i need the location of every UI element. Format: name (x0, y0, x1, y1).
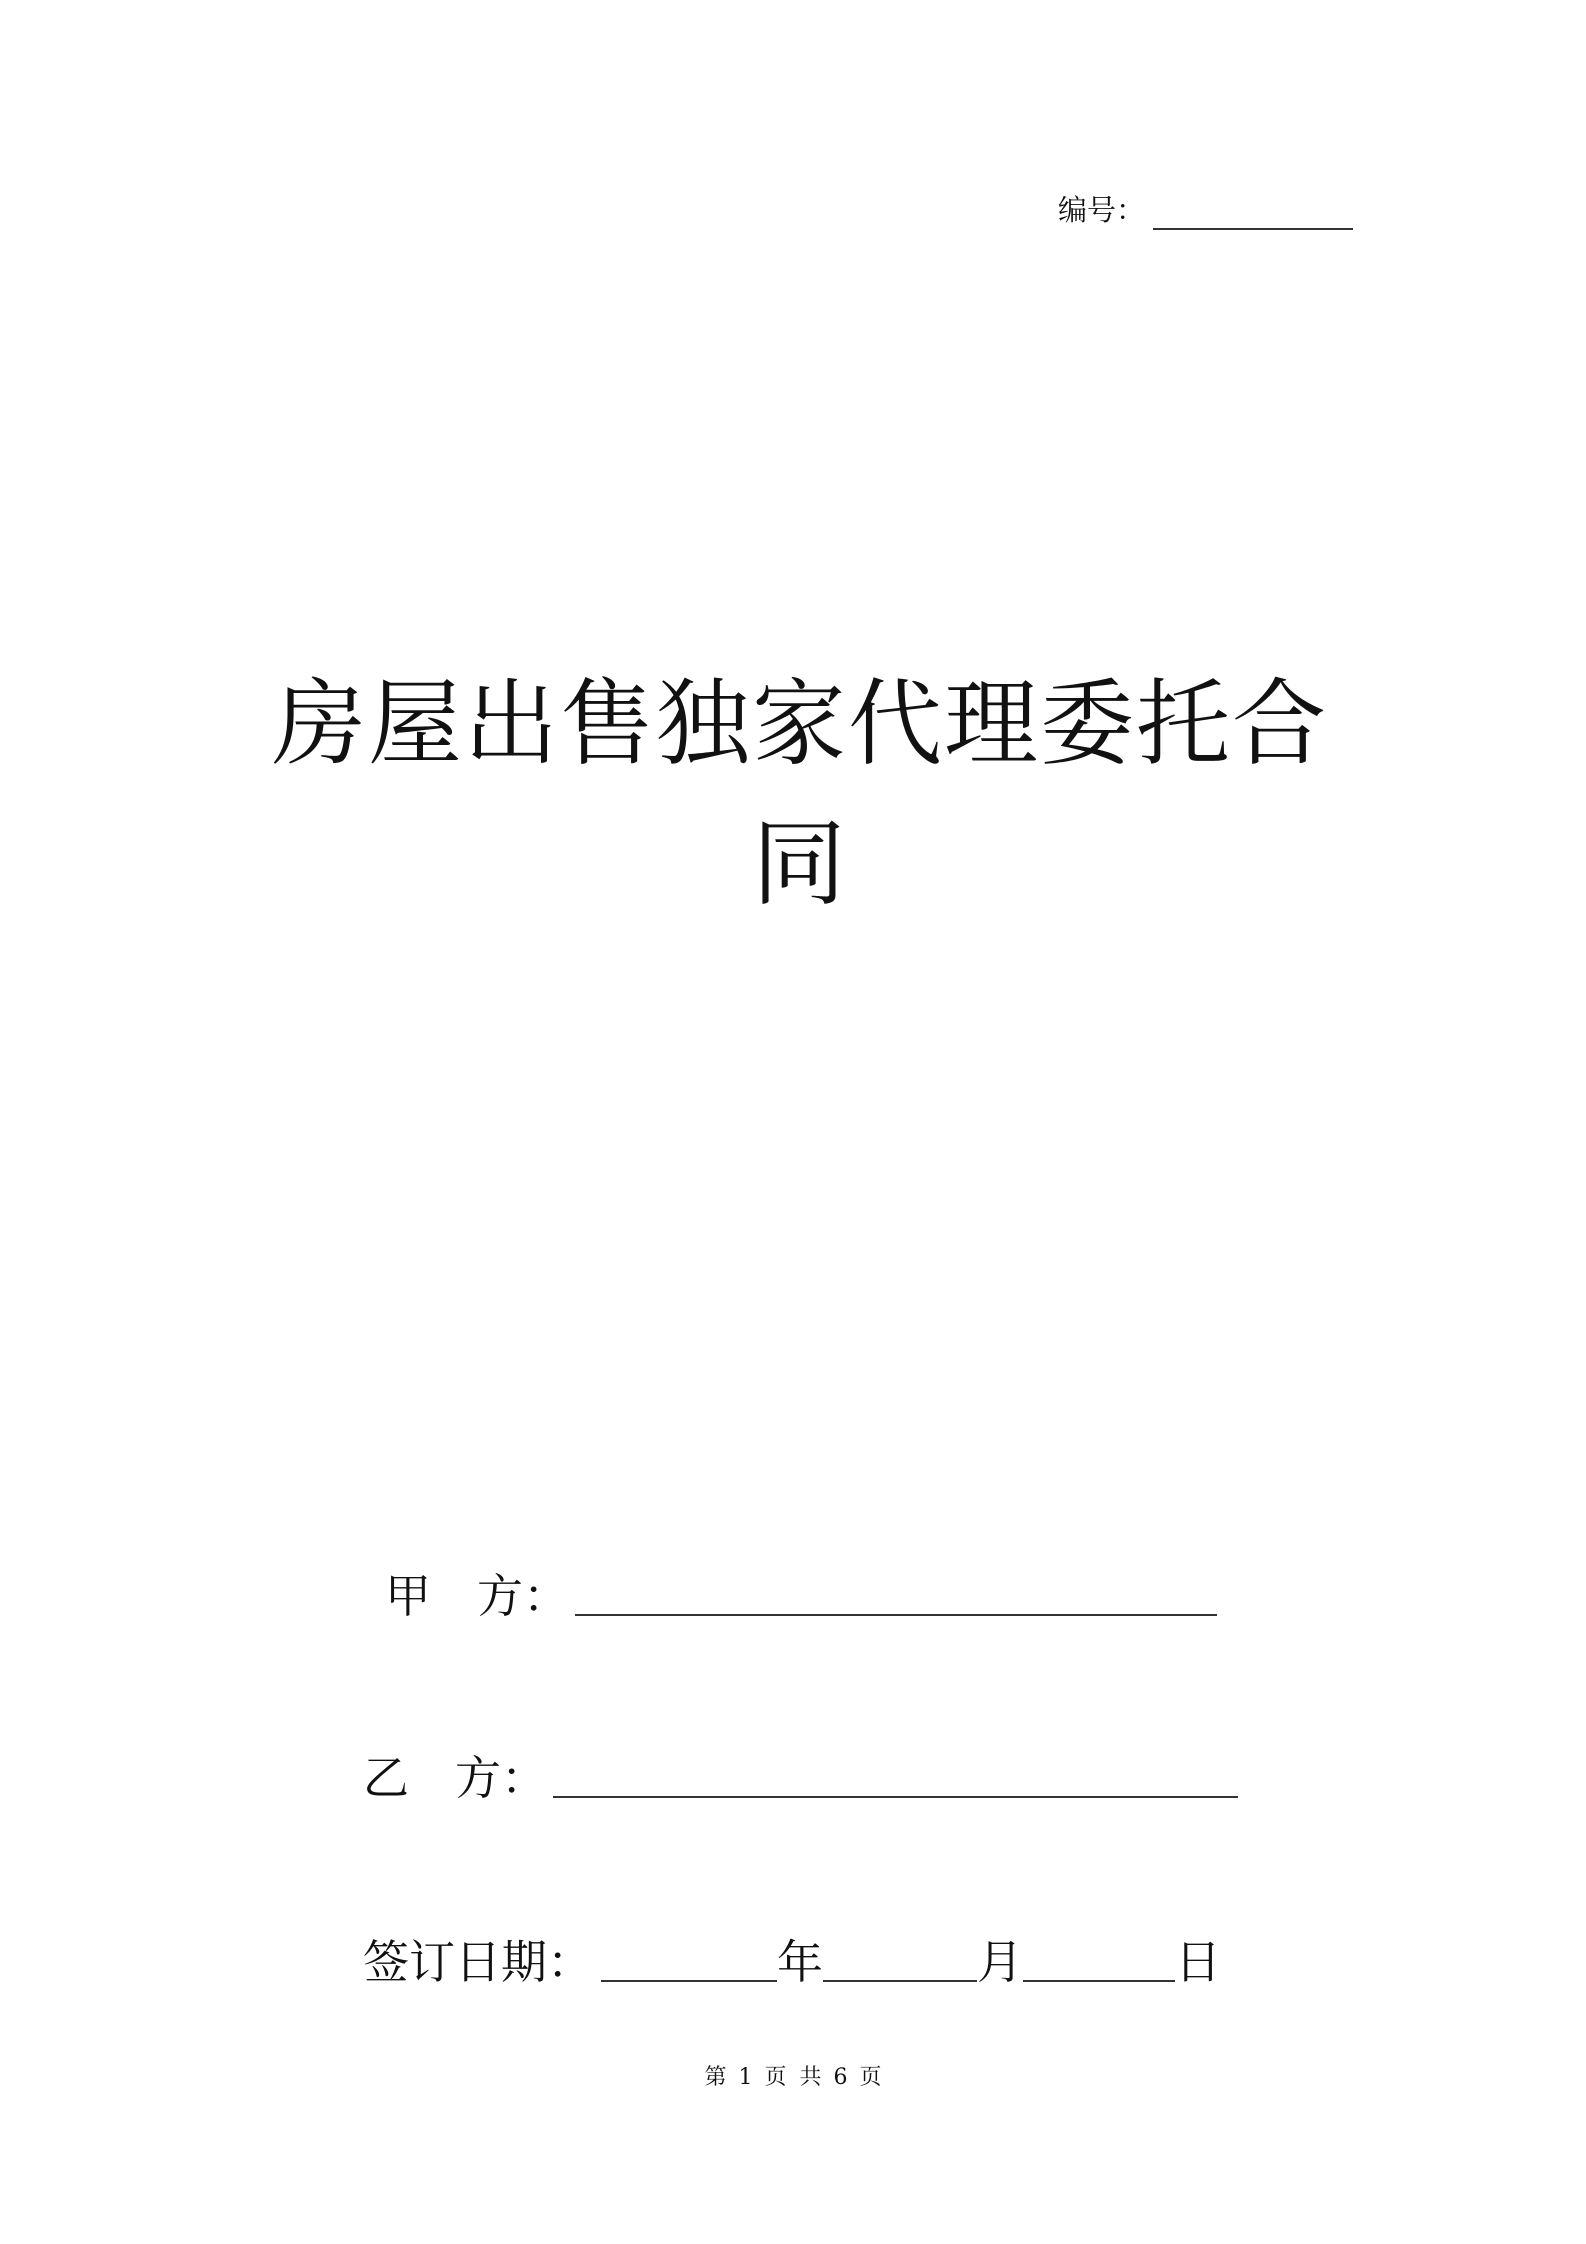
party-b-blank (553, 1752, 1238, 1798)
signing-date-line (363, 1932, 1221, 1992)
serial-number-blank (1153, 196, 1353, 230)
party-b-label: 乙 方： (363, 1751, 547, 1805)
signing-date-label: 签订日期： (363, 1935, 593, 1989)
title-line-1: 房屋出售独家代理委托合 (271, 670, 1328, 779)
month-label: 月 (977, 1935, 1023, 1989)
page-number: 1 (738, 2065, 753, 2090)
party-a-label: 甲 方： (385, 1569, 569, 1623)
day-blank (1023, 1936, 1175, 1982)
party-a-line (385, 1566, 1217, 1626)
title-line-2: 同 (751, 810, 848, 919)
year-label: 年 (777, 1935, 823, 1989)
day-label: 日 (1175, 1935, 1221, 1989)
page-suffix: 页 (859, 2065, 882, 2090)
month-blank (823, 1936, 977, 1982)
serial-number-label: 编号： (1058, 193, 1146, 227)
page-prefix: 第 (704, 2065, 727, 2090)
party-b-line (363, 1748, 1238, 1808)
party-a-blank (575, 1570, 1217, 1616)
page-total: 6 (833, 2065, 848, 2090)
year-blank (601, 1936, 777, 1982)
serial-number-line (1058, 190, 1353, 230)
document-title (260, 655, 1340, 935)
page-footer (0, 2062, 1586, 2094)
page-mid: 页 共 (764, 2065, 822, 2090)
